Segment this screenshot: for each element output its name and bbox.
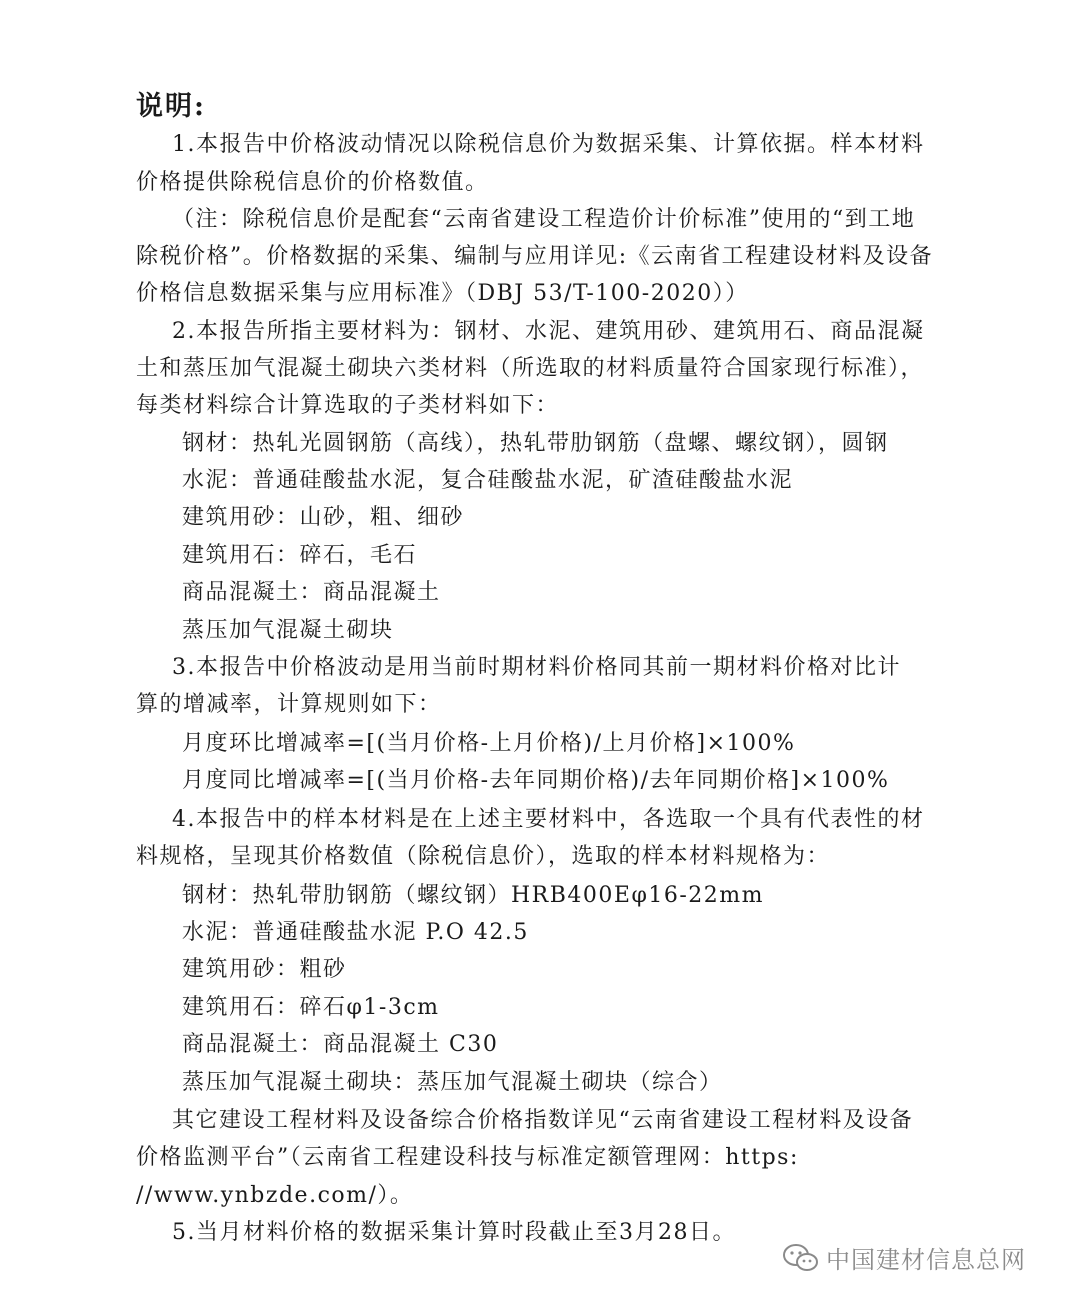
paragraph-line: 月度同比增减率=[(当月价格-去年同期价格)/去年同期价格]×100%	[182, 768, 890, 793]
paragraph-line: 蒸压加气混凝土砌块	[182, 618, 394, 643]
paragraph-line: 价格信息数据采集与应用标准》（DBJ 53/T-100-2020））	[136, 281, 749, 306]
paragraph-line: 每类材料综合计算选取的子类材料如下：	[136, 393, 560, 418]
paragraph-line: 4.本报告中的样本材料是在上述主要材料中，各选取一个具有代表性的材	[172, 807, 925, 832]
paragraph-line: 除税价格”。价格数据的采集、编制与应用详见:《云南省工程建设材料及设备	[136, 244, 934, 269]
paragraph-line: 月度环比增减率=[(当月价格-上月价格)/上月价格]×100%	[182, 731, 796, 756]
paragraph-line: 建筑用石：碎石φ1-3cm	[182, 995, 440, 1020]
paragraph-line: 商品混凝土：商品混凝土 C30	[182, 1032, 499, 1057]
paragraph-line: 水泥：普通硅酸盐水泥 P.O 42.5	[182, 920, 529, 945]
paragraph-line: 料规格，呈现其价格数值（除税信息价），选取的样本材料规格为：	[136, 844, 831, 869]
paragraph-line: 钢材：热轧带肋钢筋（螺纹钢）HRB400Eφ16-22mm	[182, 883, 765, 908]
paragraph-line: 价格监测平台”（云南省工程建设科技与标准定额管理网：https:	[136, 1145, 799, 1170]
document-title: 说明:	[136, 91, 206, 122]
paragraph-line: 建筑用砂：粗砂	[182, 957, 347, 982]
paragraph-line: 钢材：热轧光圆钢筋（高线），热轧带肋钢筋（盘螺、螺纹钢），圆钢	[182, 431, 889, 456]
paragraph-line: 水泥：普通硅酸盐水泥，复合硅酸盐水泥，矿渣硅酸盐水泥	[182, 468, 794, 493]
paragraph-line: 3.本报告中价格波动是用当前时期材料价格同其前一期材料价格对比计	[172, 655, 901, 680]
watermark	[782, 1240, 1026, 1275]
paragraph-line: 建筑用石：碎石，毛石	[182, 543, 418, 568]
paragraph-line: //www.ynbzde.com/）。	[136, 1183, 414, 1208]
wechat-icon	[782, 1243, 820, 1273]
paragraph-line: 价格提供除税信息价的价格数值。	[136, 170, 489, 195]
paragraph-line: 5.当月材料价格的数据采集计算时段截止至3月28日。	[172, 1220, 736, 1245]
paragraph-line: 土和蒸压加气混凝土砌块六类材料（所选取的材料质量符合国家现行标准），	[136, 356, 925, 381]
watermark-text: 中国建材信息总网	[826, 1246, 1026, 1274]
paragraph-line: （注：除税信息价是配套“云南省建设工程造价计价标准”使用的“到工地	[172, 207, 916, 232]
paragraph-line: 建筑用砂：山砂，粗、细砂	[182, 505, 465, 530]
paragraph-line: 蒸压加气混凝土砌块：蒸压加气混凝土砌块（综合）	[182, 1070, 723, 1095]
paragraph-line: 算的增减率，计算规则如下：	[136, 692, 442, 717]
paragraph-line: 1.本报告中价格波动情况以除税信息价为数据采集、计算依据。样本材料	[172, 132, 925, 157]
paragraph-line: 2.本报告所指主要材料为：钢材、水泥、建筑用砂、建筑用石、商品混凝	[172, 319, 925, 344]
paragraph-line: 其它建设工程材料及设备综合价格指数详见“云南省建设工程材料及设备	[172, 1108, 914, 1133]
paragraph-line: 商品混凝土：商品混凝土	[182, 580, 441, 605]
